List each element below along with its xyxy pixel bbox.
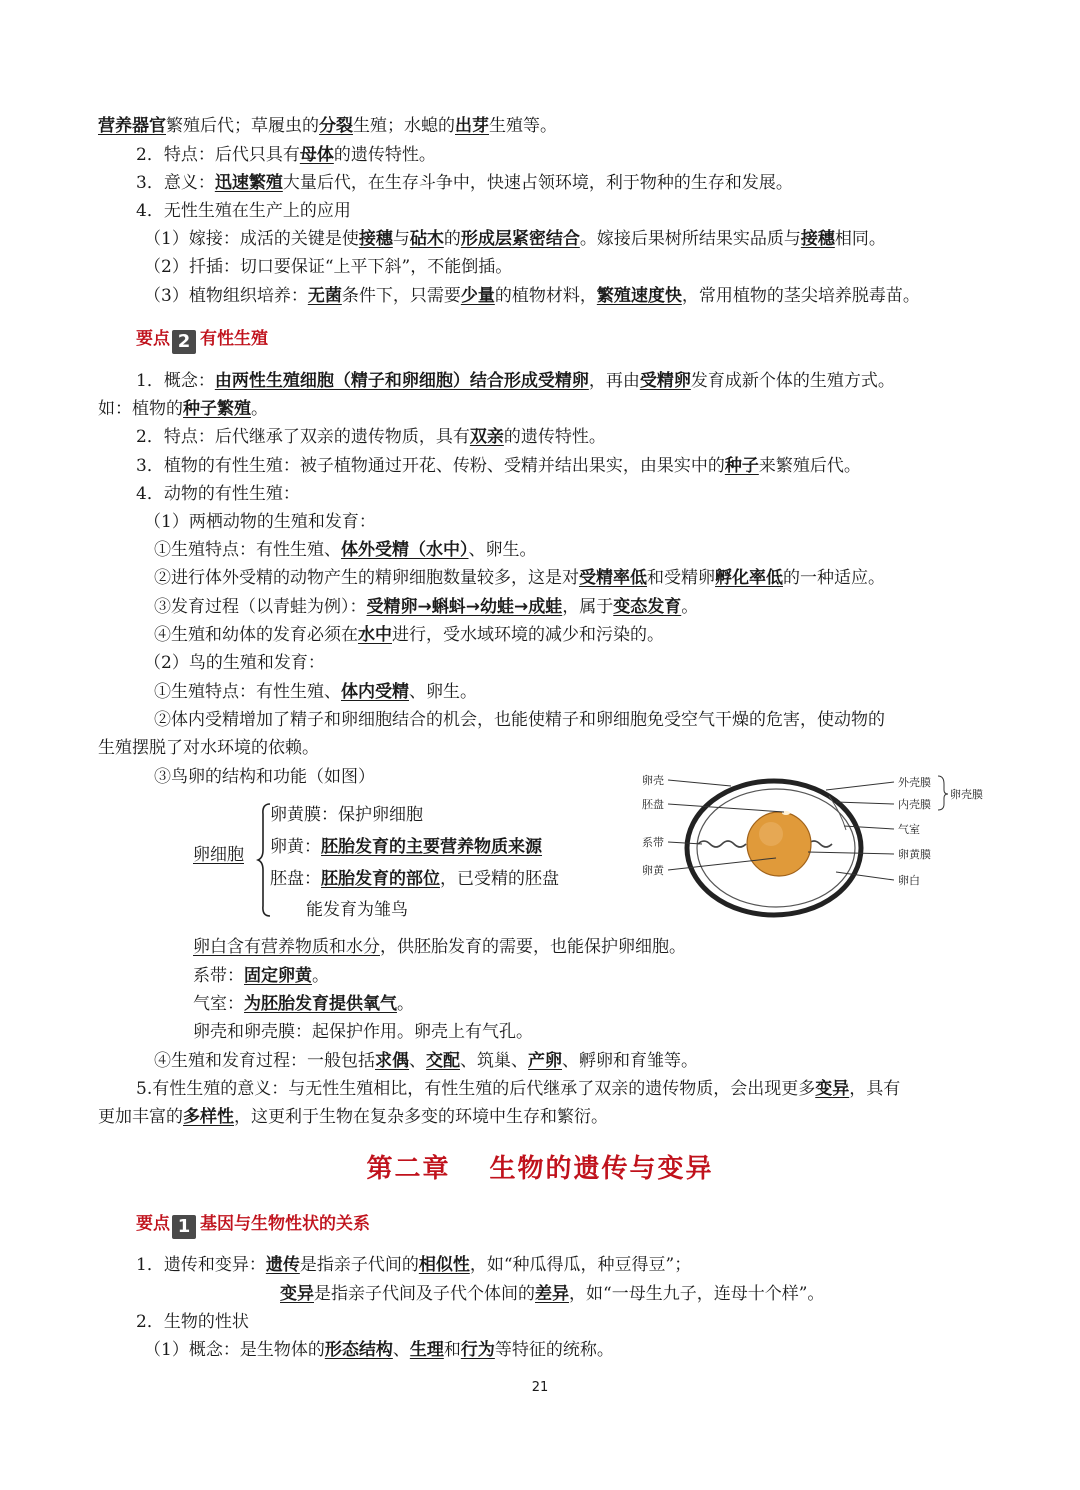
line-s15 <box>193 964 329 988</box>
text: 、 <box>392 1340 410 1360</box>
key-term: 营养器官 <box>98 116 166 136</box>
text: 卵壳和卵壳膜：起保护作用。卵壳上有气孔。 <box>193 1022 533 1042</box>
text: 、孵卵和育雏等。 <box>562 1051 698 1071</box>
text: ③鸟卵的结构和功能（如图） <box>154 767 375 787</box>
line-s1b <box>98 397 268 421</box>
label-yolk-membrane: 卵黄膜 <box>898 848 931 861</box>
key-term: 由两性生殖细胞（精子和卵细胞）结合形成受精卵 <box>214 371 589 391</box>
line-s6 <box>154 538 537 562</box>
key-term: 多样性 <box>183 1107 234 1127</box>
key-term: 无菌 <box>307 286 342 306</box>
text: 与 <box>392 229 410 249</box>
key-term: 双亲 <box>469 427 504 447</box>
egg-cell-label <box>193 843 244 867</box>
key-term: 卵白含有营养物质和水分 <box>193 937 380 957</box>
text: ④生殖和发育过程：一般包括 <box>154 1051 375 1071</box>
text: ，再由 <box>588 371 640 391</box>
text: ，如“种瓜得瓜，种豆得豆”； <box>469 1255 692 1275</box>
line-s5 <box>144 510 376 534</box>
text: ①生殖特点：有性生殖、 <box>154 540 341 560</box>
key-term: 形成层紧密结合 <box>460 229 580 249</box>
line-7 <box>144 284 920 308</box>
key-term: 生理 <box>409 1340 444 1360</box>
key-term: 出芽 <box>455 116 489 136</box>
text: （2）鸟的生殖和发育： <box>144 653 325 673</box>
key-term: 砧木 <box>409 229 444 249</box>
text: 繁殖后代；草履虫的 <box>166 116 319 136</box>
key-term: 种子 <box>724 456 759 476</box>
text: 和 <box>443 1340 461 1360</box>
line-s19b <box>98 1105 608 1129</box>
text: ，具有 <box>849 1079 901 1099</box>
text: （1）嫁接：成活的关键是使 <box>144 229 359 249</box>
label-yolk: 卵黄 <box>642 864 664 877</box>
key-term: 差异 <box>535 1284 569 1304</box>
text: 气室： <box>193 994 244 1014</box>
text: （1）两栖动物的生殖和发育： <box>144 512 376 532</box>
key-term: 母体 <box>299 145 334 165</box>
text: ④生殖和幼体的发育必须在 <box>154 625 358 645</box>
text: ，常用植物的茎尖培养脱毒苗。 <box>681 286 920 306</box>
text: 的 <box>443 229 461 249</box>
line-5 <box>144 227 886 251</box>
line-s2 <box>136 425 606 449</box>
key-term: 迅速繁殖 <box>214 173 283 193</box>
key-term: 胚胎发育的主要营养物质来源 <box>321 837 542 857</box>
heading-title: 基因与生物性状的关系 <box>200 1214 370 1234</box>
bird-egg-diagram <box>636 768 996 928</box>
text: ③发育过程（以青蛙为例）： <box>154 597 367 617</box>
key-term: 种子繁殖 <box>183 399 251 419</box>
text: 5.有性生殖的意义：与无性生殖相比，有性生殖的后代继承了双亲的遗传物质，会出现更多 <box>136 1079 816 1099</box>
text: 来繁殖后代。 <box>758 456 861 476</box>
label-disc: 胚盘 <box>642 798 664 811</box>
text: 。 <box>397 994 414 1014</box>
line-3 <box>136 171 793 195</box>
line-g1 <box>136 1253 691 1277</box>
text: 2．特点：后代继承了双亲的遗传物质，具有 <box>136 427 470 447</box>
text: 4．动物的有性生殖： <box>136 484 300 504</box>
key-term: 相似性 <box>418 1255 470 1275</box>
label-outer-membrane: 外壳膜 <box>898 776 931 789</box>
key-term: 接穗 <box>800 229 835 249</box>
text: 。 <box>681 597 699 617</box>
line-s11 <box>154 680 477 704</box>
line-s1 <box>136 369 895 393</box>
line-s7 <box>154 566 885 590</box>
line-s4 <box>136 482 300 506</box>
text: ，如“一母生九子，连母十个样”。 <box>569 1284 825 1304</box>
text: 的植物材料， <box>494 286 597 306</box>
text: 2．特点：后代只具有 <box>136 145 300 165</box>
text: 和受精卵 <box>647 568 715 588</box>
line-s13 <box>154 765 375 789</box>
text: 、 <box>409 1051 426 1071</box>
line-s10 <box>144 651 325 675</box>
point-number-badge: 1 <box>172 1215 196 1239</box>
text: 、筑巢、 <box>460 1051 528 1071</box>
text: ②体内受精增加了精子和卵细胞结合的机会，也能使精子和卵细胞免受空气干燥的危害，使动物的 <box>154 710 885 730</box>
label-shell: 卵壳 <box>642 774 664 787</box>
text: 、卵生。 <box>468 540 537 560</box>
text: 如：植物的 <box>98 399 183 419</box>
label-shell-membrane: 卵壳膜 <box>950 788 983 801</box>
text: 是指亲子代间的 <box>299 1255 419 1275</box>
key-term: 胚胎发育的部位 <box>321 869 440 889</box>
key-term: 为胚胎发育提供氧气 <box>244 994 397 1014</box>
label-air-cell: 气室 <box>898 823 920 836</box>
key-term: 孵化率低 <box>715 568 783 588</box>
text: 更加丰富的 <box>98 1107 183 1127</box>
key-term: 繁殖速度快 <box>596 286 682 306</box>
text: 的遗传特性。 <box>503 427 606 447</box>
line-s17 <box>193 1020 533 1044</box>
key-term: 行为 <box>460 1340 495 1360</box>
line-g3 <box>144 1338 614 1362</box>
key-term: 变异 <box>280 1284 314 1304</box>
text: 生殖摆脱了对水环境的依赖。 <box>98 738 319 758</box>
text: ，供胚胎发育的需要，也能保护卵细胞。 <box>380 937 686 957</box>
label-inner-membrane: 内壳膜 <box>898 798 931 811</box>
cell-yolk-line <box>270 835 542 859</box>
cell-disc-line-2 <box>306 898 408 922</box>
text: （3）植物组织培养： <box>144 286 308 306</box>
key-term: 少量 <box>460 286 495 306</box>
text: 1．概念： <box>136 371 215 391</box>
text: 。嫁接后果树所结果实品质与 <box>579 229 801 249</box>
line-2 <box>136 143 436 167</box>
heading-prefix: 要点 <box>136 1214 170 1234</box>
line-g1b <box>280 1282 824 1306</box>
text: 大量后代，在生存斗争中，快速占领环境，利于物种的生存和发展。 <box>282 173 793 193</box>
text: ①生殖特点：有性生殖、 <box>154 682 341 702</box>
page-number: 21 <box>531 1380 549 1395</box>
line-s16 <box>193 992 414 1016</box>
text: 等特征的统称。 <box>494 1340 614 1360</box>
text: 。 <box>312 966 329 986</box>
key-term: 受精卵→蝌蚪→幼蛙→成蛙 <box>366 597 563 617</box>
line-s14 <box>193 935 686 959</box>
text: 3．意义： <box>136 173 215 193</box>
text: 、卵生。 <box>409 682 477 702</box>
text: ，这更利于生物在复杂多变的环境中生存和繁衍。 <box>234 1107 608 1127</box>
line-6 <box>144 255 512 279</box>
text: （1）概念：是生物体的 <box>144 1340 325 1360</box>
heading-title: 有性生殖 <box>200 329 268 349</box>
text: 的遗传特性。 <box>333 145 436 165</box>
text: 进行，受水域环境的减少和污染的。 <box>392 625 664 645</box>
cell-disc-line <box>270 867 559 891</box>
key-term: 卵细胞 <box>193 845 244 865</box>
text: ，属于 <box>562 597 614 617</box>
text: 1．遗传和变异： <box>136 1255 266 1275</box>
key-term: 受精率低 <box>579 568 647 588</box>
text: 卵黄膜：保护卵细胞 <box>270 805 423 825</box>
line-s18 <box>154 1049 698 1073</box>
line-s3 <box>136 454 861 478</box>
key-term: 变异 <box>815 1079 850 1099</box>
text: 系带： <box>193 966 244 986</box>
text: 的一种适应。 <box>783 568 885 588</box>
line-g2 <box>136 1310 249 1334</box>
label-albumen: 卵白 <box>898 874 920 887</box>
text: ，已受精的胚盘 <box>440 869 559 889</box>
text: ②进行体外受精的动物产生的精卵细胞数量较多，这是对 <box>154 568 579 588</box>
key-term: 体内受精 <box>341 682 409 702</box>
key-term: 受精卵 <box>639 371 691 391</box>
heading-prefix: 要点 <box>136 329 170 349</box>
text: 能发育为雏鸟 <box>306 900 408 920</box>
text: 生殖等。 <box>489 116 557 136</box>
text: 。 <box>251 399 268 419</box>
text: 卵黄： <box>270 837 321 857</box>
text: 胚盘： <box>270 869 321 889</box>
key-term: 固定卵黄 <box>244 966 312 986</box>
line-s12 <box>154 708 885 732</box>
key-term: 形态结构 <box>324 1340 393 1360</box>
text: 生殖；水螅的 <box>353 116 455 136</box>
key-term: 体外受精（水中） <box>341 540 469 560</box>
text: 2．生物的性状 <box>136 1312 249 1332</box>
key-term: 产卵 <box>528 1051 562 1071</box>
section-heading-genes <box>136 1211 370 1239</box>
chapter-title: 第二章 生物的遗传与变异 <box>366 1154 714 1184</box>
text: 是指亲子代间及子代个体间的 <box>314 1284 535 1304</box>
line-s19 <box>136 1077 900 1101</box>
line-4 <box>136 199 351 223</box>
text: 3．植物的有性生殖：被子植物通过开花、传粉、受精并结出果实，由果实中的 <box>136 456 725 476</box>
line-s9 <box>154 623 664 647</box>
line-1 <box>98 114 557 138</box>
key-term: 交配 <box>426 1051 460 1071</box>
text: 4．无性生殖在生产上的应用 <box>136 201 351 221</box>
key-term: 遗传 <box>265 1255 300 1275</box>
section-heading-sexual <box>136 326 268 354</box>
label-chalaza: 系带 <box>642 836 664 849</box>
line-s12b <box>98 736 319 760</box>
key-term: 接穗 <box>358 229 393 249</box>
key-term: 变态发育 <box>613 597 682 617</box>
key-term: 求偶 <box>375 1051 409 1071</box>
text: （2）扦插：切口要保证“上平下斜”，不能倒插。 <box>144 257 513 277</box>
text: 发育成新个体的生殖方式。 <box>690 371 895 391</box>
cell-membrane-line <box>270 803 423 827</box>
key-term: 水中 <box>358 625 392 645</box>
text: 相同。 <box>834 229 886 249</box>
text: 条件下，只需要 <box>341 286 461 306</box>
key-term: 分裂 <box>319 116 353 136</box>
yolk <box>747 812 811 876</box>
point-number-badge: 2 <box>172 330 196 354</box>
line-s8 <box>154 595 698 619</box>
